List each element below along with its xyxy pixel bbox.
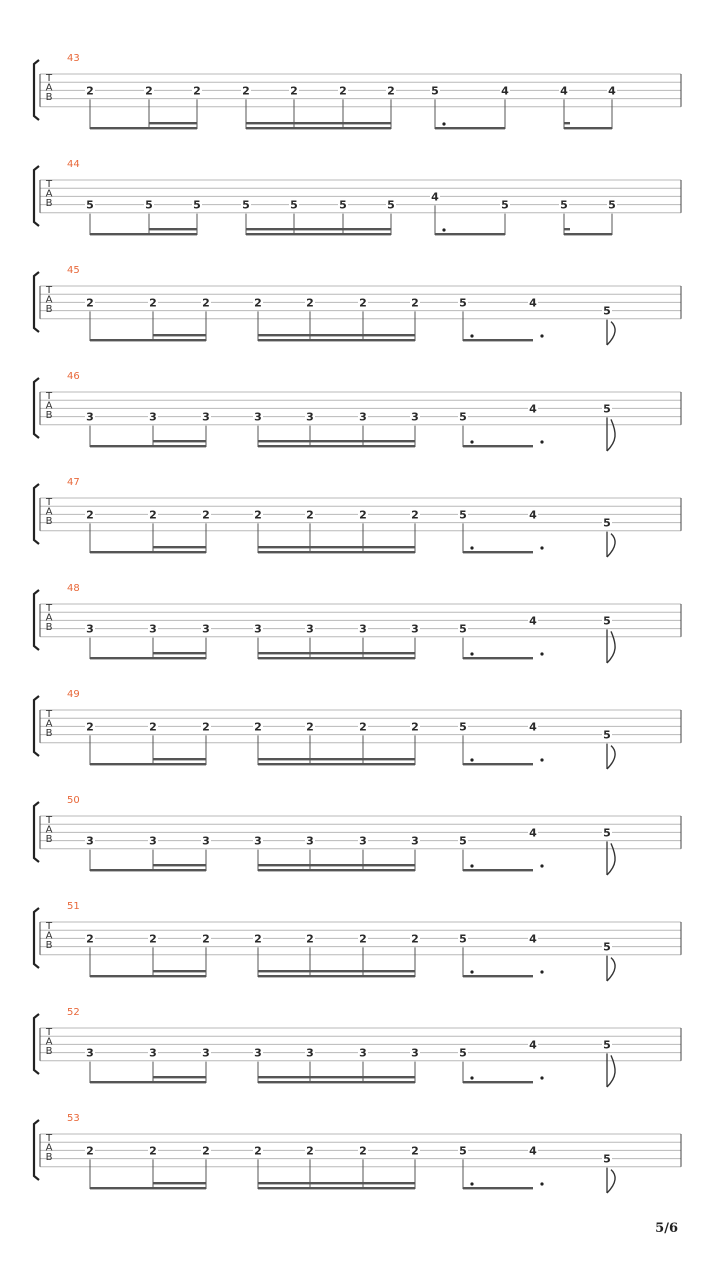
fret-number: 3	[306, 1046, 314, 1060]
tab-clef-letter: B	[45, 198, 53, 209]
fret-number: 2	[149, 720, 157, 734]
tab-system	[34, 795, 681, 875]
tab-clef-letter: B	[45, 516, 53, 527]
note-flag	[607, 746, 615, 769]
tab-clef-letter: A	[45, 82, 53, 94]
tab-clef-letter: T	[45, 603, 53, 614]
beam-secondary	[153, 334, 206, 336]
fret-number: 4	[529, 402, 537, 416]
tab-system	[34, 477, 681, 557]
beam	[463, 657, 533, 659]
beam	[463, 445, 533, 447]
tab-clef-letter: B	[45, 410, 53, 421]
fret-number: 2	[306, 1144, 314, 1158]
tab-clef-letter: A	[45, 506, 53, 518]
beam-secondary	[258, 1076, 415, 1078]
beam	[258, 551, 415, 553]
fret-number: 4	[529, 932, 537, 946]
tab-clef-letter: A	[45, 400, 53, 412]
fret-number: 3	[86, 1046, 94, 1060]
tab-clef-letter: A	[45, 612, 53, 624]
fret-number: 4	[529, 296, 537, 310]
system-bracket	[34, 378, 39, 438]
beam	[463, 869, 533, 871]
beam-secondary	[258, 864, 415, 866]
tab-clef-letter: T	[45, 815, 53, 826]
fret-number: 3	[411, 622, 419, 636]
beam-hook	[564, 122, 570, 124]
system-bracket	[34, 590, 39, 650]
dot	[470, 334, 473, 337]
dot	[470, 546, 473, 549]
note-flag	[607, 1170, 615, 1193]
beam-secondary	[153, 1182, 206, 1184]
fret-number: 3	[359, 834, 367, 848]
fret-number: 2	[149, 932, 157, 946]
fret-number: 2	[306, 296, 314, 310]
beam	[463, 551, 533, 553]
tab-system	[34, 1113, 681, 1193]
page-number: 5/6	[655, 1221, 678, 1236]
tab-clef-letter: T	[45, 285, 53, 296]
beam	[90, 233, 197, 235]
beam-secondary	[258, 546, 415, 548]
fret-number: 3	[254, 834, 262, 848]
fret-number: 2	[202, 508, 210, 522]
fret-number: 2	[242, 84, 250, 98]
note-flag	[607, 534, 615, 557]
fret-number: 3	[359, 622, 367, 636]
measure-number: 44	[67, 159, 80, 170]
fret-number: 2	[202, 1144, 210, 1158]
system-bracket	[34, 166, 39, 226]
fret-number: 4	[529, 720, 537, 734]
beam-secondary	[153, 864, 206, 866]
tab-clef-letter: T	[45, 497, 53, 508]
note-flag	[607, 843, 615, 875]
beam	[246, 127, 391, 129]
dot	[540, 1076, 543, 1079]
dot	[470, 440, 473, 443]
fret-number: 4	[501, 84, 509, 98]
fret-number: 3	[254, 1046, 262, 1060]
note-flag	[607, 631, 615, 663]
tab-clef-letter: T	[45, 179, 53, 190]
fret-number: 2	[359, 508, 367, 522]
fret-number: 5	[560, 198, 568, 212]
beam-secondary	[258, 334, 415, 336]
fret-number: 4	[560, 84, 568, 98]
fret-number: 3	[254, 622, 262, 636]
dot	[540, 970, 543, 973]
fret-number: 2	[86, 508, 94, 522]
dot	[540, 652, 543, 655]
fret-number: 5	[603, 940, 611, 954]
fret-number: 2	[254, 296, 262, 310]
tab-clef-letter: A	[45, 930, 53, 942]
beam	[258, 763, 415, 765]
fret-number: 2	[306, 508, 314, 522]
tab-clef-letter: B	[45, 940, 53, 951]
dot	[540, 440, 543, 443]
fret-number: 3	[86, 622, 94, 636]
measure-number: 52	[67, 1007, 80, 1018]
fret-number: 2	[339, 84, 347, 98]
fret-number: 2	[149, 1144, 157, 1158]
fret-number: 5	[459, 410, 467, 424]
fret-number: 4	[529, 826, 537, 840]
fret-number: 3	[149, 622, 157, 636]
beam	[90, 657, 206, 659]
tab-system	[34, 159, 681, 235]
dot	[540, 1182, 543, 1185]
beam	[258, 339, 415, 341]
beam-secondary	[153, 546, 206, 548]
fret-number: 3	[202, 834, 210, 848]
fret-number: 5	[431, 84, 439, 98]
fret-number: 2	[86, 296, 94, 310]
fret-number: 2	[254, 508, 262, 522]
fret-number: 5	[459, 720, 467, 734]
fret-number: 5	[501, 198, 509, 212]
tab-system	[34, 901, 681, 981]
beam-secondary	[153, 1076, 206, 1078]
beam	[90, 551, 206, 553]
beam	[258, 975, 415, 977]
beam-hook	[564, 228, 570, 230]
fret-number: 3	[149, 834, 157, 848]
fret-number: 3	[411, 1046, 419, 1060]
fret-number: 2	[86, 1144, 94, 1158]
fret-number: 5	[459, 622, 467, 636]
tab-system	[34, 371, 681, 451]
beam-secondary	[153, 758, 206, 760]
fret-number: 2	[359, 720, 367, 734]
measure-number: 49	[67, 689, 80, 700]
tab-system	[34, 689, 681, 769]
fret-number: 2	[86, 84, 94, 98]
fret-number: 5	[603, 728, 611, 742]
system-bracket	[34, 908, 39, 968]
fret-number: 2	[387, 84, 395, 98]
beam-secondary	[246, 228, 391, 230]
system-bracket	[34, 484, 39, 544]
fret-number: 2	[359, 1144, 367, 1158]
fret-number: 3	[306, 622, 314, 636]
fret-number: 4	[529, 508, 537, 522]
beam	[90, 763, 206, 765]
beam	[463, 339, 533, 341]
fret-number: 3	[149, 1046, 157, 1060]
tab-clef-letter: A	[45, 188, 53, 200]
measure-number: 43	[67, 53, 80, 64]
fret-number: 2	[306, 932, 314, 946]
beam-secondary	[258, 652, 415, 654]
beam	[246, 233, 391, 235]
tab-system	[34, 1007, 681, 1087]
beam	[463, 763, 533, 765]
beam-secondary	[149, 228, 197, 230]
note-flag	[607, 1055, 615, 1087]
fret-number: 5	[603, 614, 611, 628]
beam-secondary	[153, 970, 206, 972]
beam-secondary	[258, 1182, 415, 1184]
beam	[463, 1187, 533, 1189]
note-flag	[607, 419, 615, 451]
fret-number: 4	[431, 190, 439, 204]
fret-number: 2	[411, 1144, 419, 1158]
fret-number: 3	[149, 410, 157, 424]
fret-number: 3	[202, 410, 210, 424]
measure-number: 46	[67, 371, 80, 382]
fret-number: 4	[529, 1038, 537, 1052]
fret-number: 2	[193, 84, 201, 98]
beam-secondary	[246, 122, 391, 124]
beam	[90, 975, 206, 977]
beam	[258, 869, 415, 871]
tab-clef-letter: B	[45, 1046, 53, 1057]
tab-system	[34, 583, 681, 663]
measure-number: 50	[67, 795, 80, 806]
tab-clef-letter: B	[45, 728, 53, 739]
fret-number: 2	[202, 720, 210, 734]
fret-number: 3	[202, 622, 210, 636]
measure-number: 51	[67, 901, 80, 912]
fret-number: 2	[411, 508, 419, 522]
tab-clef-letter: T	[45, 709, 53, 720]
fret-number: 3	[306, 410, 314, 424]
fret-number: 3	[254, 410, 262, 424]
beam-secondary	[258, 970, 415, 972]
fret-number: 5	[242, 198, 250, 212]
dot	[540, 758, 543, 761]
beam	[258, 445, 415, 447]
tab-clef-letter: B	[45, 622, 53, 633]
beam	[90, 869, 206, 871]
fret-number: 2	[254, 932, 262, 946]
fret-number: 3	[86, 410, 94, 424]
tab-clef-letter: A	[45, 718, 53, 730]
fret-number: 5	[290, 198, 298, 212]
dot	[442, 228, 445, 231]
fret-number: 3	[306, 834, 314, 848]
fret-number: 5	[193, 198, 201, 212]
beam	[90, 445, 206, 447]
tab-clef-letter: B	[45, 1152, 53, 1163]
tab-clef-letter: T	[45, 73, 53, 84]
measure-number: 47	[67, 477, 80, 488]
fret-number: 5	[339, 198, 347, 212]
fret-number: 5	[459, 1144, 467, 1158]
system-bracket	[34, 1014, 39, 1074]
beam-secondary	[258, 758, 415, 760]
fret-number: 5	[603, 1152, 611, 1166]
dot	[442, 122, 445, 125]
dot	[470, 864, 473, 867]
dot	[540, 546, 543, 549]
fret-number: 2	[86, 720, 94, 734]
dot	[540, 334, 543, 337]
fret-number: 3	[411, 410, 419, 424]
fret-number: 2	[149, 508, 157, 522]
fret-number: 5	[459, 296, 467, 310]
fret-number: 2	[202, 932, 210, 946]
fret-number: 4	[608, 84, 616, 98]
measure-number: 48	[67, 583, 80, 594]
fret-number: 2	[86, 932, 94, 946]
system-bracket	[34, 1120, 39, 1180]
tab-clef-letter: T	[45, 391, 53, 402]
tab-clef-letter: A	[45, 1142, 53, 1154]
note-flag	[607, 958, 615, 981]
fret-number: 2	[290, 84, 298, 98]
beam-secondary	[153, 440, 206, 442]
fret-number: 5	[145, 198, 153, 212]
fret-number: 2	[149, 296, 157, 310]
beam	[258, 1081, 415, 1083]
tab-clef-letter: A	[45, 1036, 53, 1048]
beam	[90, 1187, 206, 1189]
dot	[470, 1076, 473, 1079]
fret-number: 2	[254, 1144, 262, 1158]
measure-number: 45	[67, 265, 80, 276]
system-bracket	[34, 802, 39, 862]
fret-number: 5	[86, 198, 94, 212]
fret-number: 4	[529, 614, 537, 628]
beam	[90, 339, 206, 341]
beam	[90, 127, 197, 129]
fret-number: 3	[411, 834, 419, 848]
system-bracket	[34, 272, 39, 332]
fret-number: 2	[359, 932, 367, 946]
beam	[435, 127, 505, 129]
fret-number: 5	[608, 198, 616, 212]
fret-number: 2	[411, 932, 419, 946]
beam-secondary	[258, 440, 415, 442]
beam-secondary	[153, 652, 206, 654]
dot	[470, 652, 473, 655]
fret-number: 5	[603, 304, 611, 318]
system-bracket	[34, 696, 39, 756]
tab-system	[34, 265, 681, 345]
fret-number: 5	[459, 508, 467, 522]
tab-clef-letter: B	[45, 92, 53, 103]
measure-number: 53	[67, 1113, 80, 1124]
tab-clef-letter: A	[45, 294, 53, 306]
tab-clef-letter: T	[45, 921, 53, 932]
dot	[470, 758, 473, 761]
fret-number: 4	[529, 1144, 537, 1158]
fret-number: 5	[459, 1046, 467, 1060]
system-bracket	[34, 60, 39, 120]
fret-number: 3	[202, 1046, 210, 1060]
beam	[463, 975, 533, 977]
fret-number: 2	[306, 720, 314, 734]
fret-number: 2	[411, 720, 419, 734]
beam	[90, 1081, 206, 1083]
beam	[435, 233, 505, 235]
dot	[470, 970, 473, 973]
fret-number: 2	[254, 720, 262, 734]
fret-number: 3	[359, 1046, 367, 1060]
fret-number: 2	[411, 296, 419, 310]
fret-number: 5	[387, 198, 395, 212]
fret-number: 2	[359, 296, 367, 310]
tab-clef-letter: B	[45, 304, 53, 315]
beam	[258, 1187, 415, 1189]
beam	[564, 233, 612, 235]
dot	[540, 864, 543, 867]
tab-clef-letter: T	[45, 1027, 53, 1038]
dot	[470, 1182, 473, 1185]
fret-number: 5	[459, 834, 467, 848]
fret-number: 5	[459, 932, 467, 946]
beam-secondary	[149, 122, 197, 124]
fret-number: 5	[603, 826, 611, 840]
fret-number: 3	[86, 834, 94, 848]
beam	[564, 127, 612, 129]
tab-system	[34, 53, 681, 129]
fret-number: 5	[603, 1038, 611, 1052]
fret-number: 3	[359, 410, 367, 424]
fret-number: 2	[145, 84, 153, 98]
beam	[463, 1081, 533, 1083]
beam	[258, 657, 415, 659]
fret-number: 5	[603, 516, 611, 530]
fret-number: 2	[202, 296, 210, 310]
tab-clef-letter: B	[45, 834, 53, 845]
note-flag	[607, 322, 615, 345]
tab-clef-letter: A	[45, 824, 53, 836]
fret-number: 5	[603, 402, 611, 416]
tab-clef-letter: T	[45, 1133, 53, 1144]
